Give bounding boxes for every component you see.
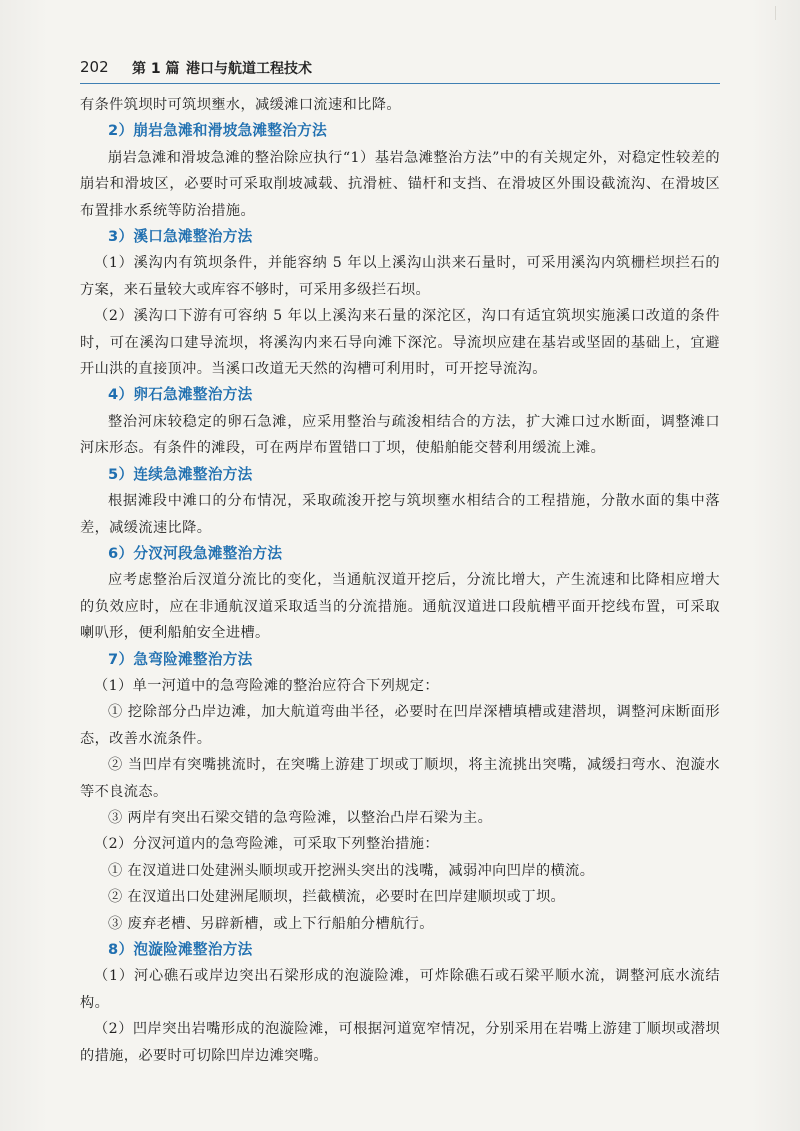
sub-list-item: ② 在汊道出口处建洲尾顺坝，拦截横流，必要时在凹岸建顺坝或丁坝。 [108, 889, 566, 906]
running-header [80, 56, 720, 82]
part-title: 港口与航道工程技术 [186, 61, 312, 77]
list-item: （1）溪沟内有筑坝条件，并能容纳 5 年以上溪沟山洪来石量时，可采用溪沟内筑栅栏坝拦石的方案，来石量较大或库容不够时，可采用多级拦石坝。 [80, 255, 720, 298]
paragraph: 有条件筑坝时可筑坝壅水，减缓滩口流速和比降。 [80, 97, 401, 113]
paragraph: 崩岩急滩和滑坡急滩的整治除应执行“1）基岩急滩整治方法”中的有关规定外，对稳定性较差的崩岩和滑坡区，必要时可采取削坡减载、抗滑桩、锚杆和支挡、在滑坡区外围设截流沟、在滑坡区布置排水系统等防治措施。 [80, 149, 720, 219]
body-text [80, 92, 720, 1069]
paragraph: 整治河床较稳定的卵石急滩，应采用整治与疏浚相结合的方法，扩大滩口过水断面，调整滩口河床形态。有条件的滩段，可在两岸布置错口丁坝，使船舶能交替利用缓流上滩。 [80, 413, 720, 457]
list-item: （2）溪沟口下游有可容纳 5 年以上溪沟来石量的深沱区，沟口有适宜筑坝实施溪口改道的条件时，可在溪沟口建导流坝，将溪沟内来石导向滩下深沱。导流坝应建在基岩或坚固的基础上，宜避开山洪的直接顶冲。当溪口改道无天然的沟槽可利用时，可开挖导流沟。 [80, 308, 720, 378]
sub-list-item: ① 在汊道进口处建洲头顺坝或开挖洲头突出的浅嘴，减弱冲向凹岸的横流。 [108, 862, 595, 879]
section-heading: 8）泡漩险滩整治方法 [108, 941, 253, 958]
header-rule [80, 83, 720, 84]
paragraph: 根据滩段中滩口的分布情况，采取疏浚开挖与筑坝壅水相结合的工程措施，分散水面的集中落差，减缓流速比降。 [80, 493, 720, 536]
section-heading: 6）分汊河段急滩整治方法 [108, 544, 283, 562]
paragraph: 应考虑整治后汊道分流比的变化，当通航汊道开挖后，分流比增大，产生流速和比降相应增大的负效应时，应在非通航汊道采取适当的分流措施。通航汊道进口段航槽平面开挖线布置，可采取喇叭形，便利船舶安全进槽。 [80, 572, 720, 642]
section-heading: 7）急弯险滩整治方法 [108, 650, 253, 668]
sub-list-item: ③ 废弃老槽、另辟新槽，或上下行船舶分槽航行。 [108, 915, 434, 932]
sub-list-item: ③ 两岸有突出石梁交错的急弯险滩，以整治凸岸石梁为主。 [108, 809, 493, 826]
sub-list-item: ① 挖除部分凸岸边滩，加大航道弯曲半径，必要时在凹岸深槽填槽或建潜坝，调整河床断面形态，改善水流条件。 [80, 704, 720, 747]
section-heading: 2）崩岩急滩和滑坡急滩整治方法 [108, 122, 327, 140]
section-heading: 3）溪口急滩整治方法 [108, 228, 253, 246]
list-item: （2）凹岸突出岩嘴形成的泡漩险滩，可根据河道宽窄情况，分别采用在岩嘴上游建丁顺坝或潜坝的措施，必要时可切除凹岸边滩突嘴。 [80, 1021, 720, 1064]
list-item: （2）分汊河道内的急弯险滩，可采取下列整治措施： [94, 836, 439, 853]
page-corner-mark [775, 6, 786, 20]
part-label: 第 1 篇 [132, 61, 180, 77]
page-number: 202 [80, 58, 109, 76]
sub-list-item: ② 当凹岸有突嘴挑流时，在突嘴上游建丁坝或丁顺坝，将主流挑出突嘴，减缓扫弯水、泡漩水等不良流态。 [80, 757, 720, 800]
list-item: （1）单一河道中的急弯险滩的整治应符合下列规定： [94, 677, 439, 694]
section-heading: 4）卵石急滩整治方法 [108, 386, 253, 404]
list-item: （1）河心礁石或岸边突出石梁形成的泡漩险滩，可炸除礁石或石梁平顺水流，调整河底水流结构。 [80, 968, 720, 1011]
section-heading: 5）连续急滩整治方法 [108, 465, 253, 483]
